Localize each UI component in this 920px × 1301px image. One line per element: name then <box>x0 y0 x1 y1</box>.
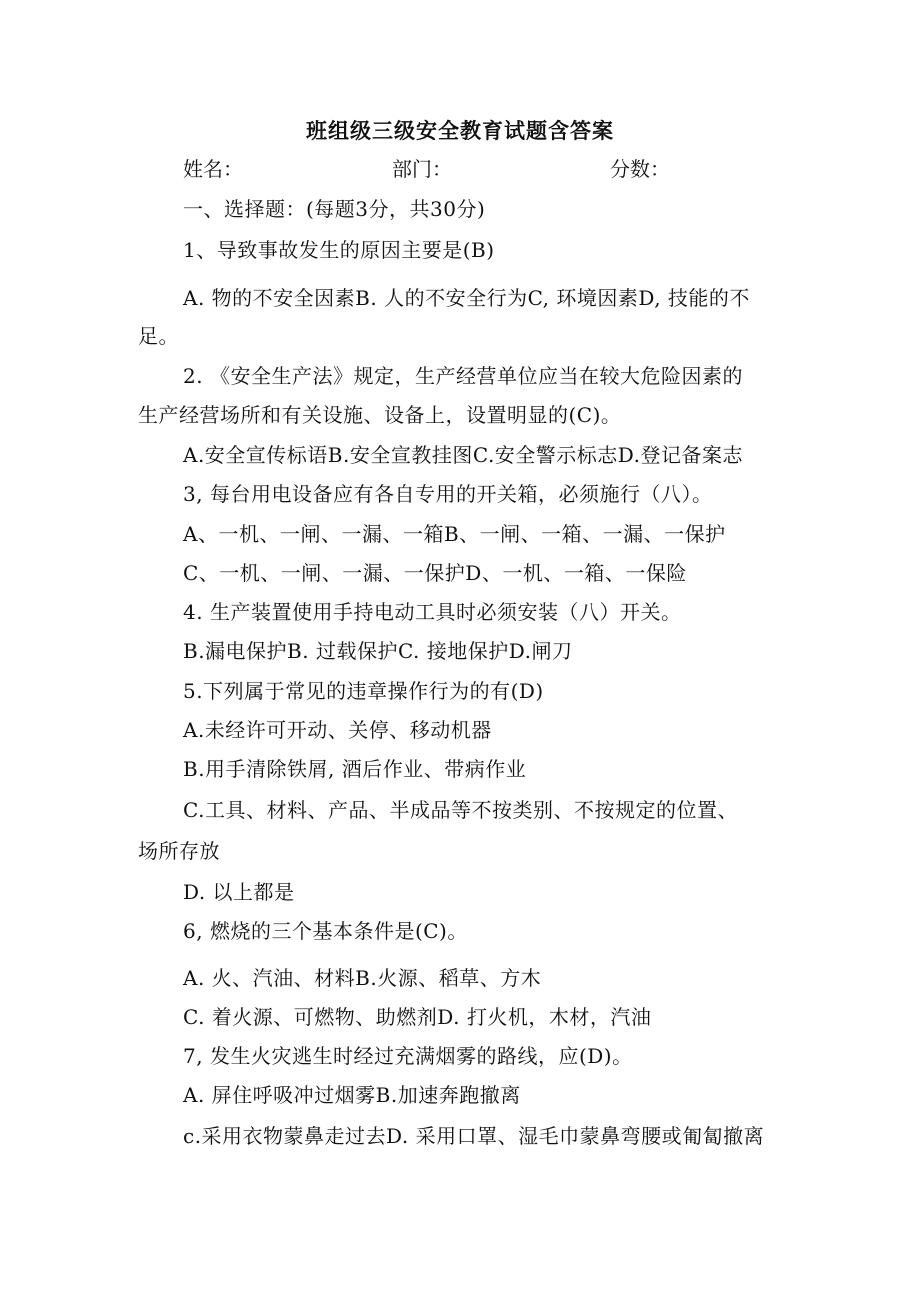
question-line: 1、导致事故发生的原因主要是(B) <box>183 238 495 262</box>
question-line: 3, 每台用电设备应有各自专用的开关箱，必须施行（八）。 <box>183 482 713 506</box>
option-line: B.漏电保护B. 过载保护C. 接地保护D.闸刀 <box>183 639 573 663</box>
option-line: c.采用衣物蒙鼻走过去D. 采用口罩、湿毛巾蒙鼻弯腰或匍匐撤离 <box>183 1124 765 1148</box>
question-line: 5.下列属于常见的违章操作行为的有(D) <box>183 679 544 703</box>
question-line: 7, 发生火灾逃生时经过充满烟雾的路线，应(D)。 <box>183 1044 633 1068</box>
name-label: 姓名： <box>183 157 243 181</box>
option-line: A. 火、汽油、材料B.火源、稻草、方木 <box>183 966 542 990</box>
option-line: A.安全宣传标语B.安全宣教挂图C.安全警示标志D.登记备案志 <box>183 443 743 467</box>
option-line-continued: 足。 <box>138 324 179 348</box>
question-line: 2. 《安全生产法》规定，生产经营单位应当在较大危险因素的 <box>183 364 743 388</box>
option-line: D. 以上都是 <box>183 880 295 904</box>
header-fields <box>0 157 920 183</box>
document-title: 班组级三级安全教育试题含答案 <box>306 118 614 143</box>
question-line: 4. 生产装置使用手持电动工具时必须安装（八）开关。 <box>183 600 682 624</box>
option-line: C. 着火源、可燃物、助燃剂D. 打火机，木材，汽油 <box>183 1005 652 1029</box>
department-label: 部门： <box>392 157 452 181</box>
option-line: A、一机、一闸、一漏、一箱B、一闸、一箱、一漏、一保护 <box>183 522 726 546</box>
question-line: 6, 燃烧的三个基本条件是(C)。 <box>183 919 468 943</box>
option-line: B.用手清除铁屑, 酒后作业、带病作业 <box>183 757 527 781</box>
option-line: C.工具、材料、产品、半成品等不按类别、不按规定的位置、 <box>183 798 738 822</box>
score-label: 分数： <box>610 157 670 181</box>
question-line-continued: 生产经营场所和有关设施、设备上，设置明显的(C)。 <box>138 403 622 427</box>
option-line: C、一机、一闸、一漏、一保护D、一机、一箱、一保险 <box>183 561 687 585</box>
option-line: A.未经许可开动、关停、移动机器 <box>183 718 492 742</box>
option-line: A. 屏住呼吸冲过烟雾B.加速奔跑撤离 <box>183 1083 521 1107</box>
section-heading: 一、选择题：(每题3分，共30分) <box>183 197 486 221</box>
option-line: A. 物的不安全因素B. 人的不安全行为C, 环境因素D, 技能的不 <box>183 286 750 310</box>
option-line-continued: 场所存放 <box>138 839 220 863</box>
